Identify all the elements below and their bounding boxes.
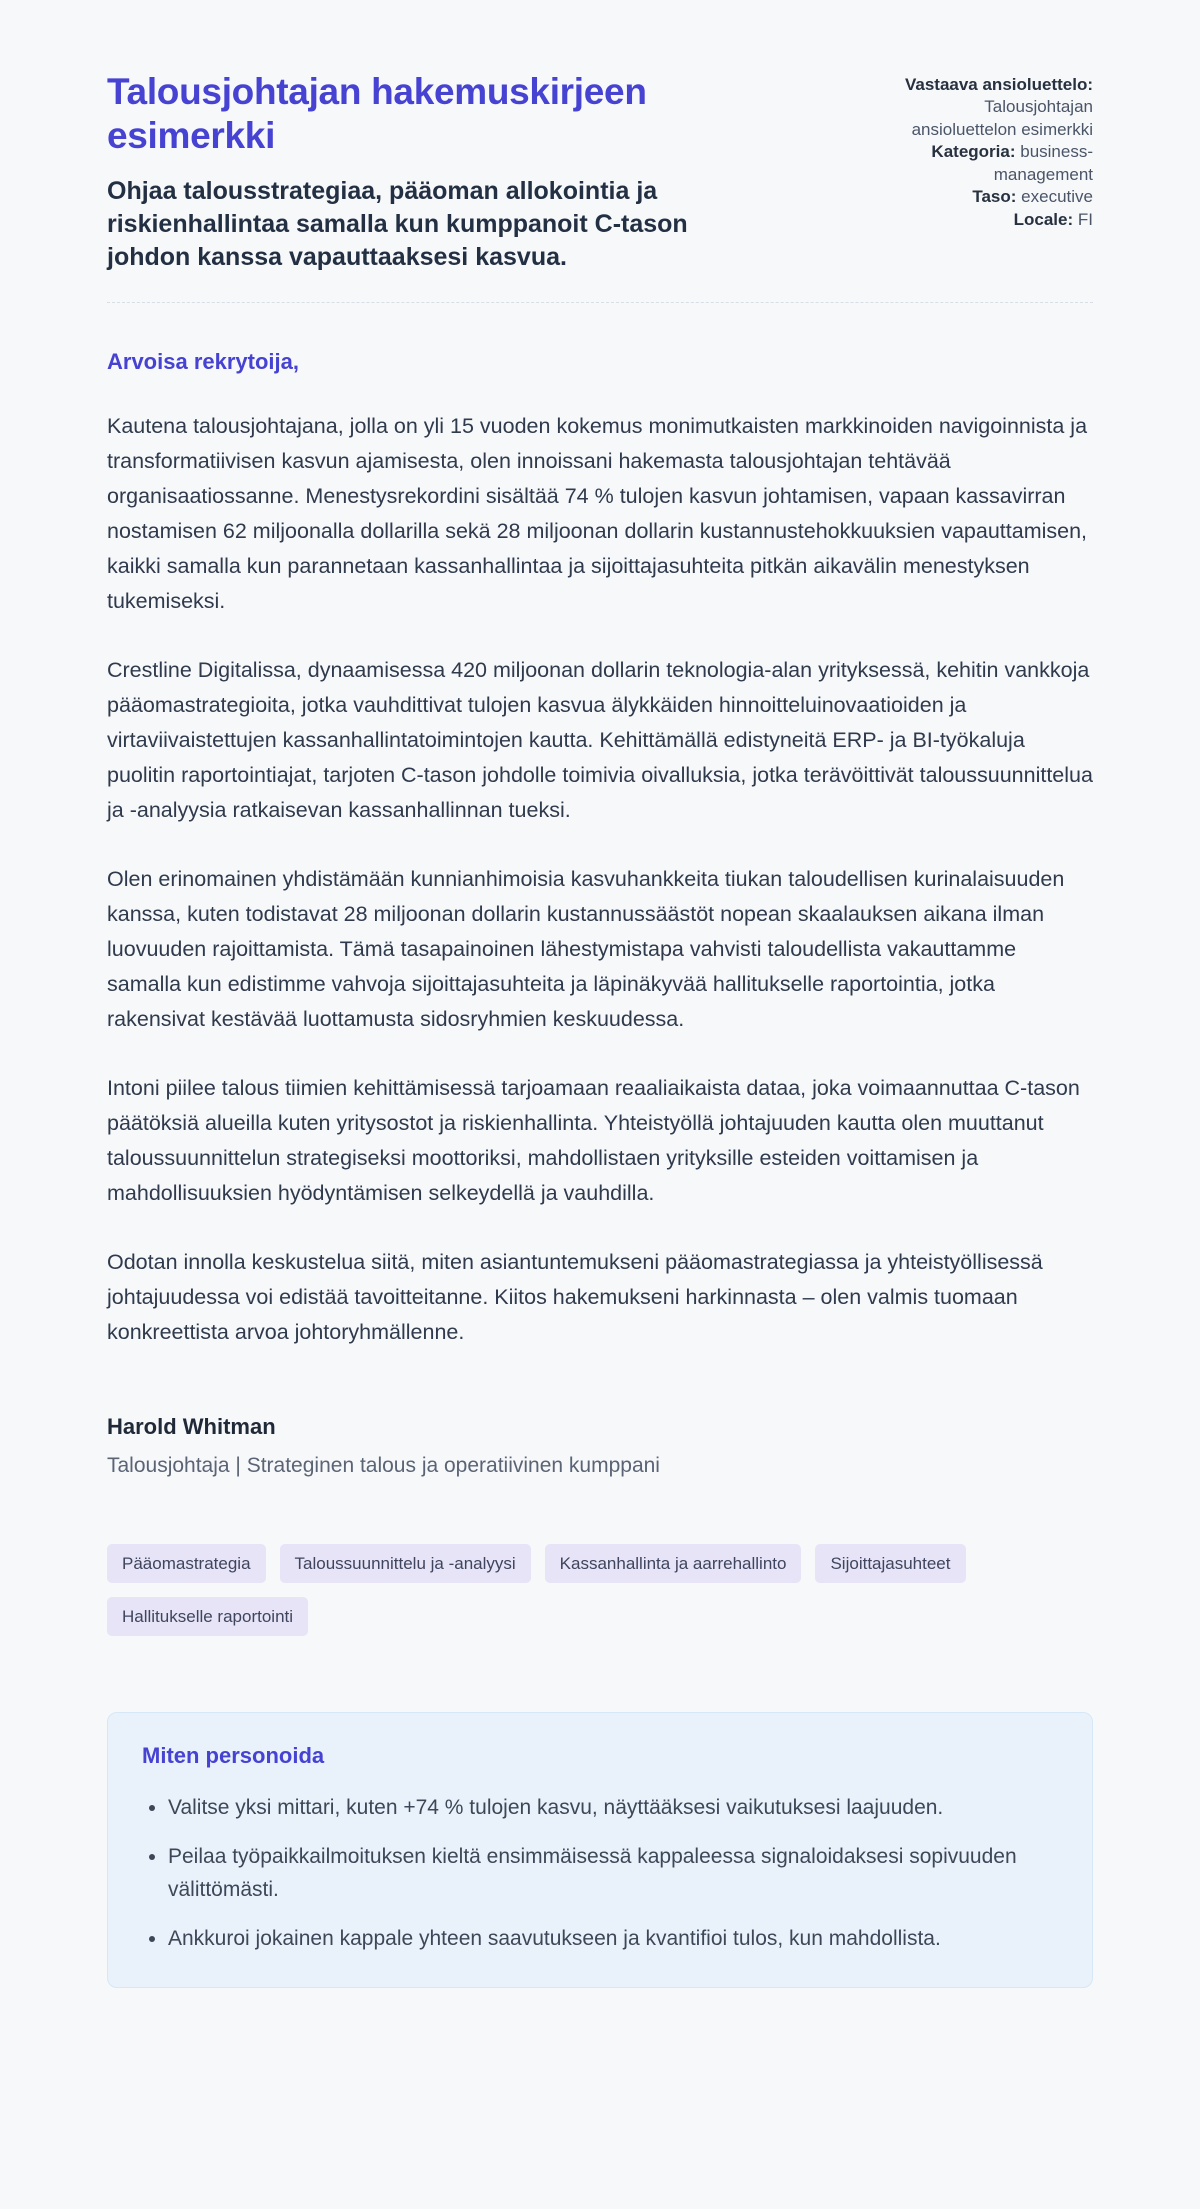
meta-matching-resume-label: Vastaava ansioluettelo: (904, 75, 1093, 94)
meta-matching-resume-link[interactable]: Talousjohtajan ansioluettelon esimerkki (911, 97, 1093, 139)
cover-letter-body (107, 349, 1093, 1478)
signature-name: Harold Whitman (107, 1413, 276, 1439)
callout-item-3: • Ankkuroi jokainen kappale yhteen saavutukseen ja kvantifioi tulos, kun mahdollista. (168, 1922, 1058, 1955)
tag-investor-relations: Sijoittajasuhteet (815, 1544, 965, 1583)
signature-role: Talousjohtaja | Strateginen talous ja operatiivinen kumppani (107, 1453, 660, 1477)
tag-cash-treasury: Kassanhallinta ja aarrehallinto (545, 1544, 802, 1583)
meta-panel (885, 70, 1093, 231)
callout-title: Miten personoida (142, 1742, 325, 1768)
callout-item-1: • Valitse yksi mittari, kuten +74 % tulojen kasvu, näyttääksesi vaikutuksesi laajuuden. (168, 1791, 1058, 1824)
meta-locale (885, 209, 1093, 231)
meta-level (885, 186, 1093, 208)
salutation: Arvoisa rekrytoija, (107, 348, 299, 374)
header (107, 70, 1093, 274)
page-subtitle: Ohjaa talousstrategiaa, pääoman allokointia ja riskienhallintaa samalla kun kumppanoit C-tason johdon kanssa vapauttaaksesi kasvua. (107, 176, 688, 271)
meta-category-label: Kategoria: (931, 142, 1016, 162)
tag-financial-planning: Taloussuunnittelu ja -analyysi (280, 1544, 531, 1583)
tag-list (107, 1544, 1093, 1636)
header-divider (107, 302, 1093, 303)
page-title: Talousjohtajan hakemuskirjeen esimerkki (107, 71, 647, 157)
tag-capital-strategy: Pääomastrategia (107, 1544, 266, 1583)
meta-locale-value: FI (1077, 209, 1093, 229)
meta-matching-resume (885, 74, 1093, 141)
meta-level-value: executive (1021, 187, 1093, 207)
tag-board-reporting: Hallitukselle raportointi (107, 1597, 308, 1636)
letter-paragraph-2: Crestline Digitalissa, dynaamisessa 420 miljoonan dollarin teknologia-alan yrityksessä, kehitin vankkoja pääomastrategioita, jotka vauhdittivat tulojen kasvua älykkäiden hinnoitteluinovaatioiden ja virtaviivaistettujen kassanhallintatoimintojen kautta. Kehittämällä edistyneitä ERP- ja BI-työkaluja puolitin raportointiajat, tarjoten C-tason johdolle toimivia oivalluksia, jotka terävöittivät taloussuunnittelua ja -analyysia ratkaisevan kassanhallinnan tueksi. (107, 657, 1093, 822)
letter-paragraph-1: Kautena talousjohtajana, jolla on yli 15 vuoden kokemus monimutkaisten markkinoiden navigoinnista ja transformatiivisen kasvun ajamisesta, olen innoissani hakemasta talousjohtajan tehtävää organisaatiossanne. Menestysrekordini sisältää 74 % tulojen kasvun johtamisen, vapaan kassavirran nostamisen 62 miljoonalla dollarilla sekä 28 miljoonan dollarin kustannustehokkuuksien vapauttamisen, kaikki samalla kun parannetaan kassanhallintaa ja sijoittajasuhteita pitkän aikavälin menestyksen tukemiseksi. (107, 413, 1088, 613)
meta-category (885, 141, 1093, 186)
personalization-callout (107, 1712, 1093, 1988)
letter-paragraph-3: Olen erinomainen yhdistämään kunnianhimoisia kasvuhankkeita tiukan taloudellisen kurinalaisuuden kanssa, kuten todistavat 28 miljoonan dollarin kustannussäästöt nopean skaalauksen aikana ilman luovuuden rajoittamista. Tämä tasapainoinen lähestymistapa vahvisti taloudellista vakauttamme samalla kun edistimme vahvoja sijoittajasuhteita ja läpinäkyvää hallitukselle raportointia, jotka rakensivat kestävää luottamusta sidosryhmien keskuudessa. (107, 866, 1065, 1031)
meta-locale-label: Locale: (1013, 209, 1074, 229)
callout-item-2: • Peilaa työpaikkailmoituksen kieltä ensimmäisessä kappaleessa signaloidaksesi sopivuuden välittömästi. (168, 1840, 1058, 1906)
letter-paragraph-4: Intoni piilee talous tiimien kehittämisessä tarjoamaan reaaliaikaista dataa, joka voimaannuttaa C-tason päätöksiä alueilla kuten yritysostot ja riskienhallinta. Yhteistyöllä johtajuuden kautta olen muuttanut taloussuunnittelun strategiseksi moottoriksi, mahdollistaen yrityksille esteiden voittamisen ja mahdollisuuksien hyödyntämisen selkeydellä ja vauhdilla. (107, 1075, 1080, 1205)
header-title-block (107, 70, 767, 274)
meta-category-value: business-management (993, 142, 1093, 184)
letter-paragraph-5: Odotan innolla keskustelua siitä, miten asiantuntemukseni pääomastrategiassa ja yhteistyöllisessä johtajuudessa voi edistää tavoitteitanne. Kiitos hakemukseni harkinnasta – olen valmis tuomaan konkreettista arvoa johtoryhmällenne. (107, 1249, 1043, 1344)
meta-level-label: Taso: (972, 187, 1017, 207)
callout-list (142, 1791, 1058, 1955)
